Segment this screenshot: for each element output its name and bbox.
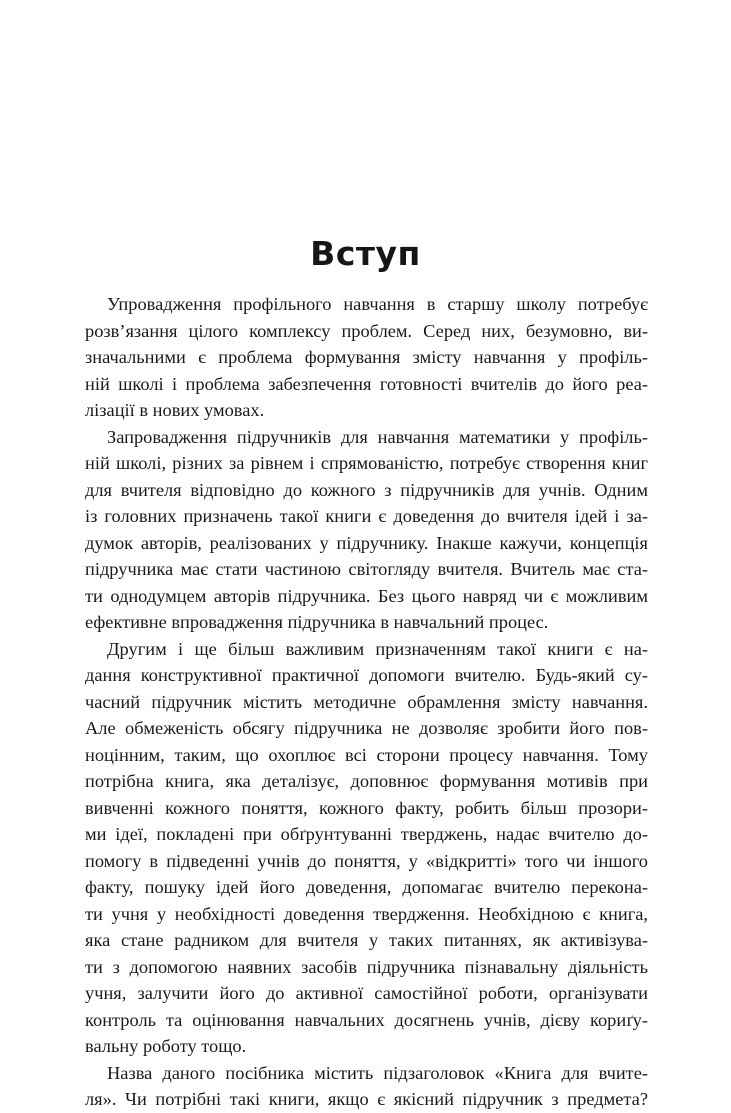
text-line: потрібна книга, яка деталізує, доповнює формування мотивів при — [85, 771, 648, 791]
text-line: ефективне впровадження підручника в навчальний процес. — [85, 612, 549, 632]
text-line: лізації в нових умовах. — [85, 400, 265, 420]
body-text — [85, 291, 648, 1113]
text-line: факту, пошуку ідей його доведення, допомагає вчителю переконa- — [85, 877, 648, 897]
text-line: дання конструктивної практичної допомоги вчителю. Будь-який су- — [85, 665, 648, 685]
text-line: Назва даного посібника містить підзаголовок «Книга для вчите- — [107, 1062, 648, 1083]
text-line: вивченні кожного поняття, кожного факту, робить більш прозори- — [85, 797, 648, 818]
paragraph — [85, 291, 648, 424]
paragraph — [85, 1060, 648, 1113]
text-line: ноцінним, таким, що охоплює всі сторони процесу навчання. Тому — [85, 744, 648, 765]
text-line: із головних призначень такої книги є доведення до вчителя ідей і за- — [85, 506, 648, 526]
text-line: ти з допомогою наявних засобів підручника пізнавальну діяльність — [85, 956, 648, 977]
text-line: ля». Чи потрібні такі книги, якщо є якісний підручник з предмета? — [85, 1089, 648, 1109]
text-line: контроль та оцінювання навчальних досягнень учнів, дієву кориґу- — [85, 1009, 648, 1030]
text-line: Але обмеженість обсягу підручника не дозволяє зробити його пов- — [85, 718, 648, 738]
text-line: для вчителя відповідно до кожного з підручників для учнів. Одним — [85, 479, 648, 500]
text-line: підручника має стати частиною світогляду вчителя. Вчитель має ста- — [85, 559, 648, 579]
paragraph — [85, 424, 648, 636]
text-line: яка стане радником для вчителя у таких питаннях, як активізува- — [85, 930, 648, 950]
text-line: ній школі, різних за рівнем і спрямованістю, потребує створення книг — [85, 453, 648, 473]
text-line: Упровадження профільного навчання в старшу школу потребує — [107, 294, 648, 314]
text-line: учня, залучити його до активної самостійної роботи, організувати — [85, 983, 648, 1003]
text-line: ній школі і проблема забезпечення готовності вчителів до його реа- — [85, 373, 648, 394]
text-line: розв’язання цілого комплексу проблем. Серед них, безумовно, ви- — [85, 320, 648, 341]
text-line: ми ідеї, покладені при обґрунтуванні тверджень, надає вчителю до- — [85, 824, 648, 844]
text-line: Запровадження підручників для навчання математики у профіль- — [107, 426, 648, 447]
text-line: помогу в підведенні учнів до поняття, у «відкритті» того чи іншого — [85, 850, 648, 871]
text-line: думок авторів, реалізованих у підручнику. Інакше кажучи, концепція — [85, 532, 648, 553]
text-line: Другим і ще більш важливим призначенням такої книги є на- — [107, 638, 648, 659]
paragraph — [85, 636, 648, 1060]
text-line: ти учня у необхідності доведення твердження. Необхідною є книга, — [85, 903, 648, 924]
page-title: Вступ — [310, 234, 421, 273]
text-line: вальну роботу тощо. — [85, 1036, 247, 1056]
text-line: часний підручник містить методичне обрамлення змісту навчання. — [85, 691, 648, 712]
text-line: ти однодумцем авторів підручника. Без цього навряд чи є можливим — [85, 585, 648, 606]
text-line: значальними є проблема формування змісту навчання у профіль- — [85, 347, 648, 367]
